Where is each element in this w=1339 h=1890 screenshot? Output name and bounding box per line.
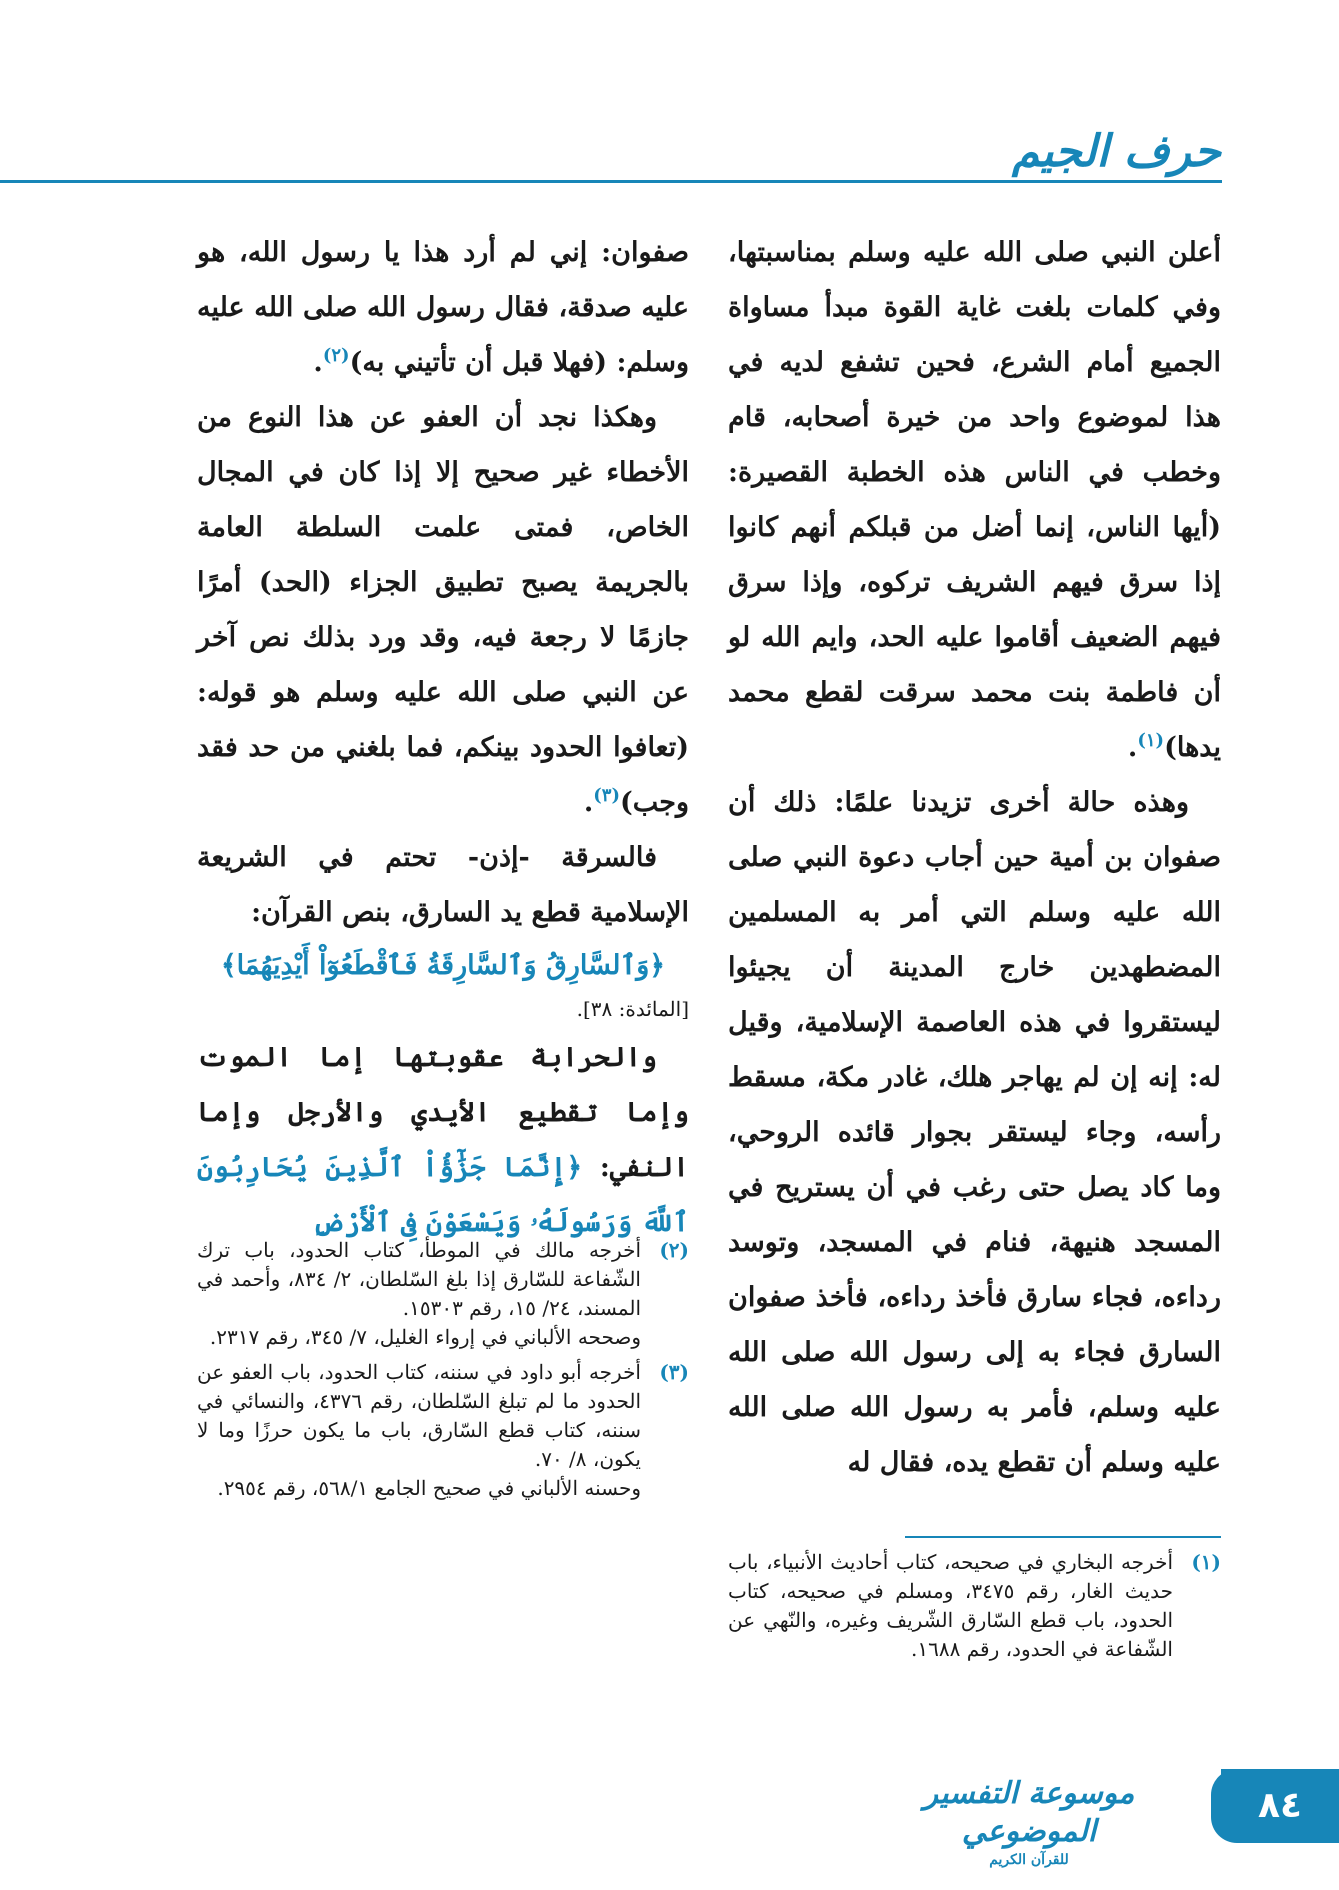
chapter-title: حرف الجيم: [1012, 126, 1221, 177]
quran-verse-1: ﴿وَٱلسَّارِقُ وَٱلسَّارِقَةُ فَٱقْطَعُوٓاْ أَيْدِيَهُمَا﴾: [220, 950, 666, 981]
left-p1-end: .: [313, 347, 323, 378]
left-p2-end: .: [583, 787, 594, 818]
footnotes-right: [728, 1548, 1221, 1669]
right-p1-hadith: (أيها الناس، إنما أضل من قبلكم أنهم كانوا إذا سرق فيهم الشريف تركوه، وإذا سرق فيهم الضعيف أقاموا عليه الحد، وايم الله لو أن فاطمة بنت محمد سرقت لقطع محمد يدها): [728, 512, 1221, 763]
quran-verse-1-ref: [المائدة: ٣٨].: [576, 997, 689, 1021]
footnote-1-number: (١): [1191, 1550, 1221, 1574]
footnote-ref-3[interactable]: (٣): [593, 785, 620, 806]
left-paragraph-2: [197, 390, 689, 830]
left-p2-text: وهكذا نجد أن العفو عن هذا النوع من الأخطاء غير صحيح إلا إذا كان في المجال الخاص، فمتى علمت السلطة العامة بالجريمة يصبح تطبيق الجزاء (الحد) أمرًا جازمًا لا رجعة فيه، وقد ورد بذلك نص آخر عن النبي صلى الله عليه وسلم هو قوله:: [197, 402, 689, 708]
footnote-1: [728, 1548, 1221, 1664]
quran-verse-2: ﴿إِنَّمَا جَزَٰٓؤُاْ ٱلَّذِينَ يُحَارِبُونَ ٱللَّهَ وَرَسُولَهُۥ وَيَسْعَوْنَ فِى ٱلْأَرْضِ: [197, 1152, 689, 1238]
left-p2-hadith: (تعافوا الحدود بينكم، فما بلغني من حد فقد وجب): [197, 732, 689, 818]
header-divider: [0, 180, 1222, 183]
left-p1-hadith: (فهلا قبل أن تأتيني به): [349, 347, 608, 378]
footnote-ref-1[interactable]: (١): [1137, 730, 1165, 751]
footnote-3: [197, 1358, 689, 1503]
right-p1-text: أعلن النبي صلى الله عليه وسلم بمناسبتها، وفي كلمات بلغت غاية القوة مبدأ مساواة الجميع أمام الشرع، فحين تشفع لديه في هذا لموضوع واحد من خيرة أصحابه، قام وخطب في الناس هذه الخطبة القصيرة:: [728, 237, 1221, 488]
encyclopedia-logo: [879, 1775, 1179, 1868]
footnote-3-text: أخرجه أبو داود في سننه، كتاب الحدود، باب العفو عن الحدود ما لم تبلغ السّلطان، رقم ٤٣٧٦، والنسائي في سننه، كتاب قطع السّارق، باب ما يكون حرزًا وما لا يكون، ٨/ ٧٠.: [197, 1360, 641, 1471]
footnote-1-text: أخرجه البخاري في صحيحه، كتاب أحاديث الأنبياء، باب حديث الغار، رقم ٣٤٧٥، ومسلم في صحيحه، كتاب الحدود، باب قطع السّارق الشّريف وغيره، والنّهي عن الشّفاعة في الحدود، رقم ١٦٨٨.: [728, 1550, 1173, 1661]
footnote-ref-2[interactable]: (٢): [322, 345, 350, 366]
right-paragraph-2: وهذه حالة أخرى تزيدنا علمًا: ذلك أن صفوان بن أمية حين أجاب دعوة النبي صلى الله عليه وسلم التي أمر به المسلمين المضطهدين خارج المدينة أن يجيئوا ليستقروا في هذه العاصمة الإسلامية، وقيل له: إنه إن لم يهاجر هلك، غادر مكة، مسقط رأسه، وجاء ليستقر بجوار قائده الروحي، وما كاد يصل حتى رغب في أن يستريح في المسجد هنيهة، فنام في المسجد، وتوسد رداءه، فجاء سارق فأخذ رداءه، فأخذ صفوان السارق فجاء به إلى رسول الله صلى الله عليه وسلم، فأمر به رسول الله صلى الله عليه وسلم أن تقطع يده، فقال له: [728, 787, 1221, 1478]
footnote-3-sub: وحسنه الألباني في صحيح الجامع ٥٦٨/١، رقم ٢٩٥٤.: [217, 1476, 641, 1500]
left-p1-text: صفوان: إني لم أرد هذا يا رسول الله، هو عليه صدقة، فقال رسول الله صلى الله عليه وسلم:: [197, 237, 689, 378]
left-paragraph-4: [197, 1030, 689, 1250]
footnote-2: [197, 1236, 689, 1352]
right-paragraph-1: [728, 225, 1221, 775]
left-paragraph-3: فالسرقة -إذن- تحتم في الشريعة الإسلامية قطع يد السارق، بنص القرآن:: [197, 842, 689, 928]
right-p1-end: .: [1127, 732, 1138, 763]
left-paragraph-1: [197, 225, 689, 390]
left-p4-text: والحرابة عقوبتها إما الموت وإما تقطيع الأيدي والأرجل وإما النفي:: [197, 1042, 689, 1183]
footnote-separator: [905, 1536, 1221, 1538]
logo-main-text: موسوعة التفسير الموضوعي: [923, 1776, 1135, 1849]
right-column: [728, 225, 1221, 1490]
footnote-2-sub: وصححه الألباني في إرواء الغليل، ٧/ ٣٤٥، رقم ٢٣١٧.: [209, 1325, 641, 1349]
logo-sub-text: للقرآن الكريم: [989, 1852, 1069, 1868]
page-number: ٨٤: [1258, 1785, 1302, 1826]
left-column: [197, 225, 689, 1250]
footnote-2-number: (٢): [659, 1238, 689, 1262]
footnotes-left: [197, 1236, 689, 1509]
footnote-3-number: (٣): [659, 1360, 689, 1384]
footnote-2-text: أخرجه مالك في الموطأ، كتاب الحدود، باب ترك الشّفاعة للسّارق إذا بلغ السّلطان، ٢/ ٨٣٤، وأحمد في المسند، ٢٤/ ١٥، رقم ١٥٣٠٣.: [197, 1238, 641, 1320]
